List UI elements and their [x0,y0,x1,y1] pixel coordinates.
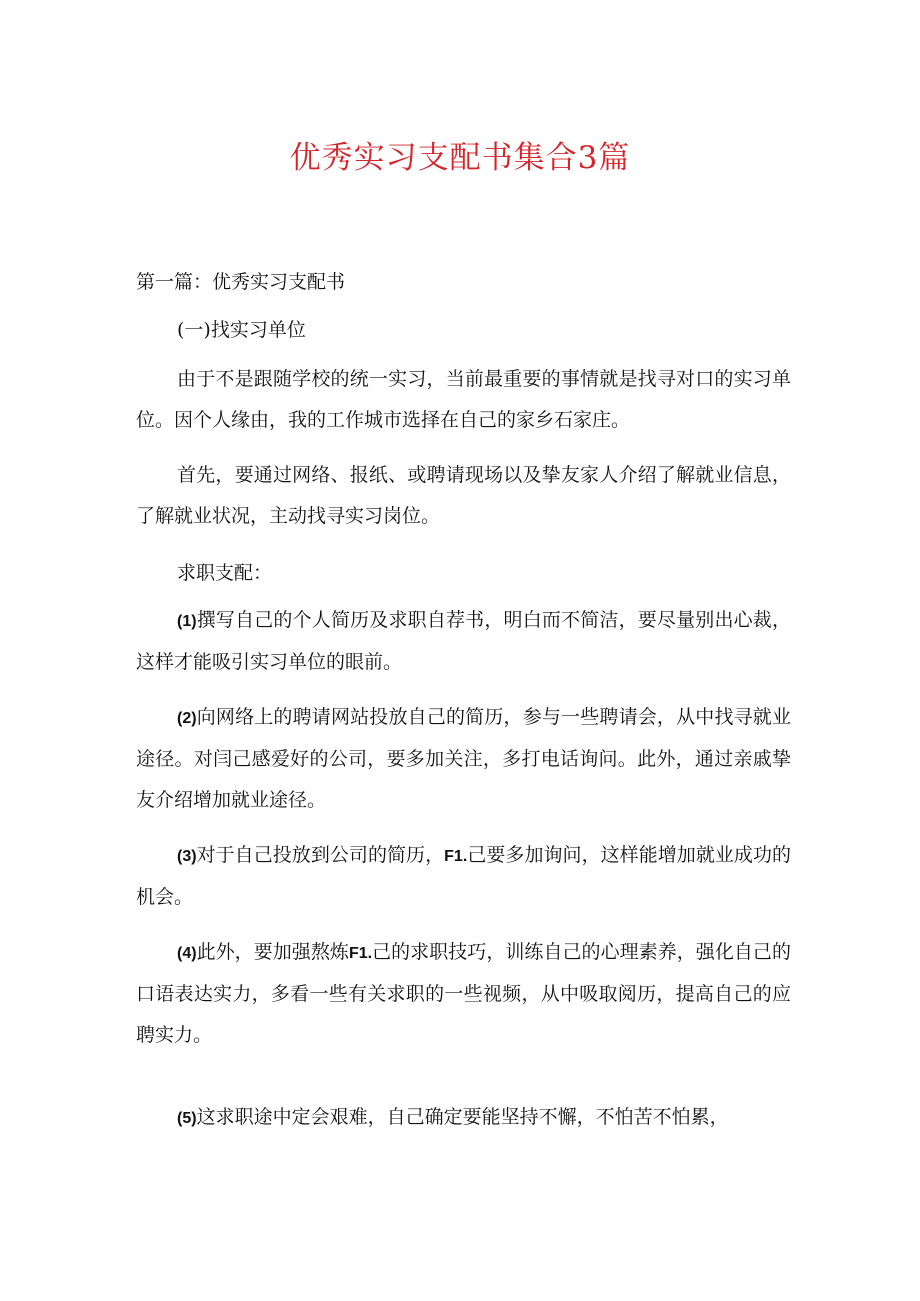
list-item-text: 对于自己投放到公司的简历， [196,844,445,866]
list-item-text: 此外，要加强熬炼 [196,941,349,963]
subsection-heading: (一)找实习单位 [177,319,306,341]
list-item-text: 撰写自己的个人简历及求职自荐书，明白而不简洁，要尽量别出心裁，这样才能吸引实习单位的眼前。 [136,609,791,673]
list-item-number: (1) [177,613,197,630]
list-item [136,600,791,683]
document-title: 优秀实习支配书集合3篇 [289,140,631,176]
ocr-artifact: F1. [348,945,373,962]
paragraph: 首先，要通过网络、报纸、或聘请现场以及挚友家人介绍了解就业信息，了解就业状况，主动找寻实习岗位。 [136,464,791,527]
ocr-artifact: F1. [444,848,468,865]
paragraph: 由于不是跟随学校的统一实习，当前最重要的事情就是找寻对口的实习单位。因个人缘由，我的工作城市选择在自己的家乡石家庄。 [136,368,791,431]
section-heading: 第一篇：优秀实习支配书 [136,271,346,293]
list-item [136,1097,791,1139]
list-item [136,932,791,1056]
list-item-number: (4) [177,945,197,962]
list-item-text: 己要多加询问，这样能增加就业成功的机会。 [136,844,791,908]
list-item-text: 向网络上的聘请网站投放自己的简历，参与一些聘请会，从中找寻就业途径。对闫己感爱好的公司，要多加关注，多打电话询问。此外，通过亲戚挚友介绍增加就业途径。 [136,706,791,811]
paragraph: 求职支配： [177,562,273,584]
list-item-number: (5) [177,1110,197,1127]
list-item-text: 这求职途中定会艰难，自己确定要能坚持不懈，不怕苦不怕累， [196,1106,729,1128]
list-item-number: (2) [177,710,197,727]
list-item-text: 己的求职技巧，训练自己的心理素养，强化自己的口语表达实力，多看一些有关求职的一些视频，从中吸取阅历，提高自己的应聘实力。 [136,941,791,1046]
list-item-number: (3) [177,848,197,865]
list-item [136,835,791,918]
list-item [136,697,791,821]
